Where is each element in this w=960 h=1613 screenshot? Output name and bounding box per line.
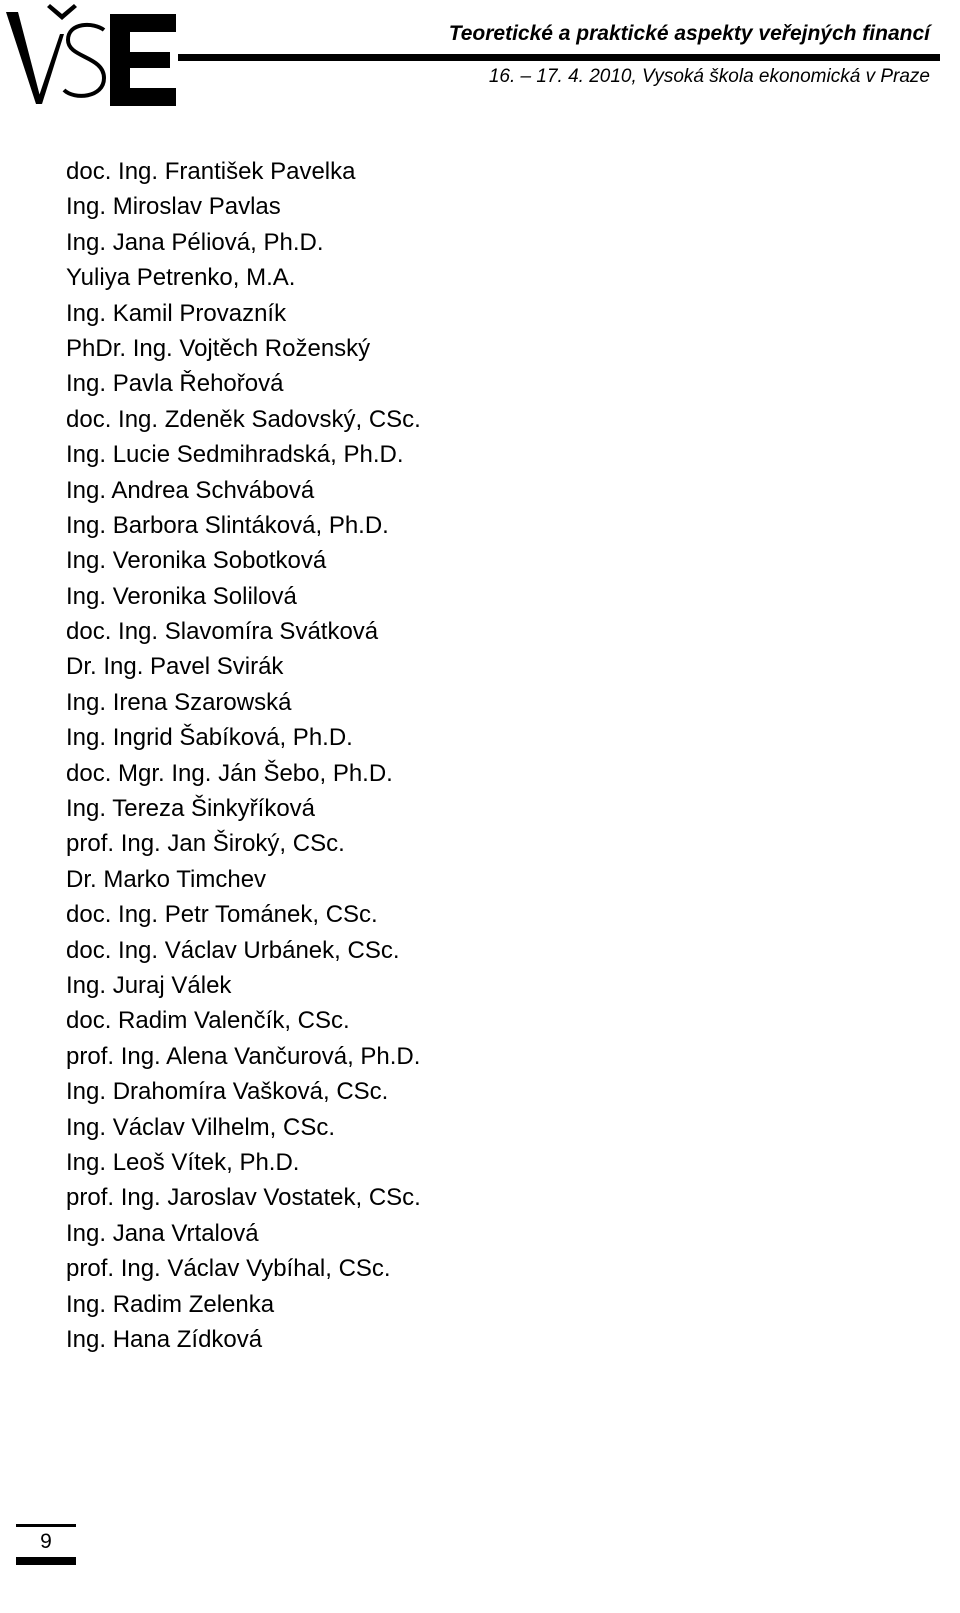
list-item: Ing. Kamil Provazník [66, 299, 287, 327]
list-item: doc. Ing. Slavomíra Svátková [66, 618, 379, 646]
list-item: PhDr. Ing. Vojtěch Roženský [66, 334, 371, 362]
list-item: Ing. Irena Szarowská [66, 688, 292, 716]
list-item: Ing. Jana Péliová, Ph.D. [66, 228, 324, 256]
list-item: Ing. Ingrid Šabíková, Ph.D. [66, 724, 353, 752]
list-item: Ing. Hana Zídková [66, 1325, 263, 1353]
list-item: Ing. Václav Vilhelm, CSc. [66, 1113, 336, 1141]
list-item: Ing. Veronika Sobotková [66, 547, 327, 575]
footer-rule-top [16, 1524, 76, 1527]
list-item: doc. Mgr. Ing. Ján Šebo, Ph.D. [66, 759, 393, 787]
list-item: doc. Ing. Zdeněk Sadovský, CSc. [66, 405, 421, 433]
list-item: Ing. Jana Vrtalová [66, 1219, 259, 1247]
list-item: prof. Ing. Jan Široký, CSc. [66, 830, 345, 858]
vse-logo [2, 0, 182, 112]
list-item: Ing. Juraj Válek [66, 971, 232, 999]
footer-rule-bottom [16, 1557, 76, 1565]
list-item: Ing. Drahomíra Vašková, CSc. [66, 1078, 389, 1106]
list-item: prof. Ing. Alena Vančurová, Ph.D. [66, 1042, 421, 1070]
list-item: prof. Ing. Jaroslav Vostatek, CSc. [66, 1184, 421, 1212]
conference-date-venue: 16. – 17. 4. 2010, Vysoká škola ekonomická v Praze [488, 66, 930, 87]
list-item: Ing. Lucie Sedmihradská, Ph.D. [66, 441, 404, 469]
list-item: Dr. Ing. Pavel Svirák [66, 653, 284, 681]
logo-letter-v [6, 12, 42, 104]
list-item: doc. Ing. Petr Tománek, CSc. [66, 901, 378, 929]
list-item: Ing. Pavla Řehořová [66, 370, 284, 398]
logo-letter-s [64, 25, 104, 96]
list-item: doc. Ing. František Pavelka [66, 158, 356, 185]
list-item: Ing. Leoš Vítek, Ph.D. [66, 1148, 300, 1176]
logo-letter-e [110, 14, 176, 106]
conference-title: Teoretické a praktické aspekty veřejných financí [448, 22, 930, 45]
list-item: Ing. Miroslav Pavlas [66, 193, 281, 221]
list-item: Ing. Barbora Slintáková, Ph.D. [66, 511, 389, 539]
list-item: doc. Radim Valenčík, CSc. [66, 1007, 350, 1035]
list-item: Ing. Andrea Schvábová [66, 476, 315, 504]
list-item: doc. Ing. Václav Urbánek, CSc. [66, 936, 400, 964]
list-item: Ing. Tereza Šinkyříková [66, 795, 316, 823]
page-number: 9 [40, 1530, 52, 1553]
list-item: Yuliya Petrenko, M.A. [66, 264, 296, 292]
header-divider [178, 54, 940, 61]
logo-hacek [47, 4, 77, 20]
participant-list [66, 154, 421, 1357]
list-item: Dr. Marko Timchev [66, 865, 267, 893]
list-item: prof. Ing. Václav Vybíhal, CSc. [66, 1255, 391, 1283]
list-item: Ing. Radim Zelenka [66, 1290, 275, 1318]
list-item: Ing. Veronika Solilová [66, 582, 297, 610]
